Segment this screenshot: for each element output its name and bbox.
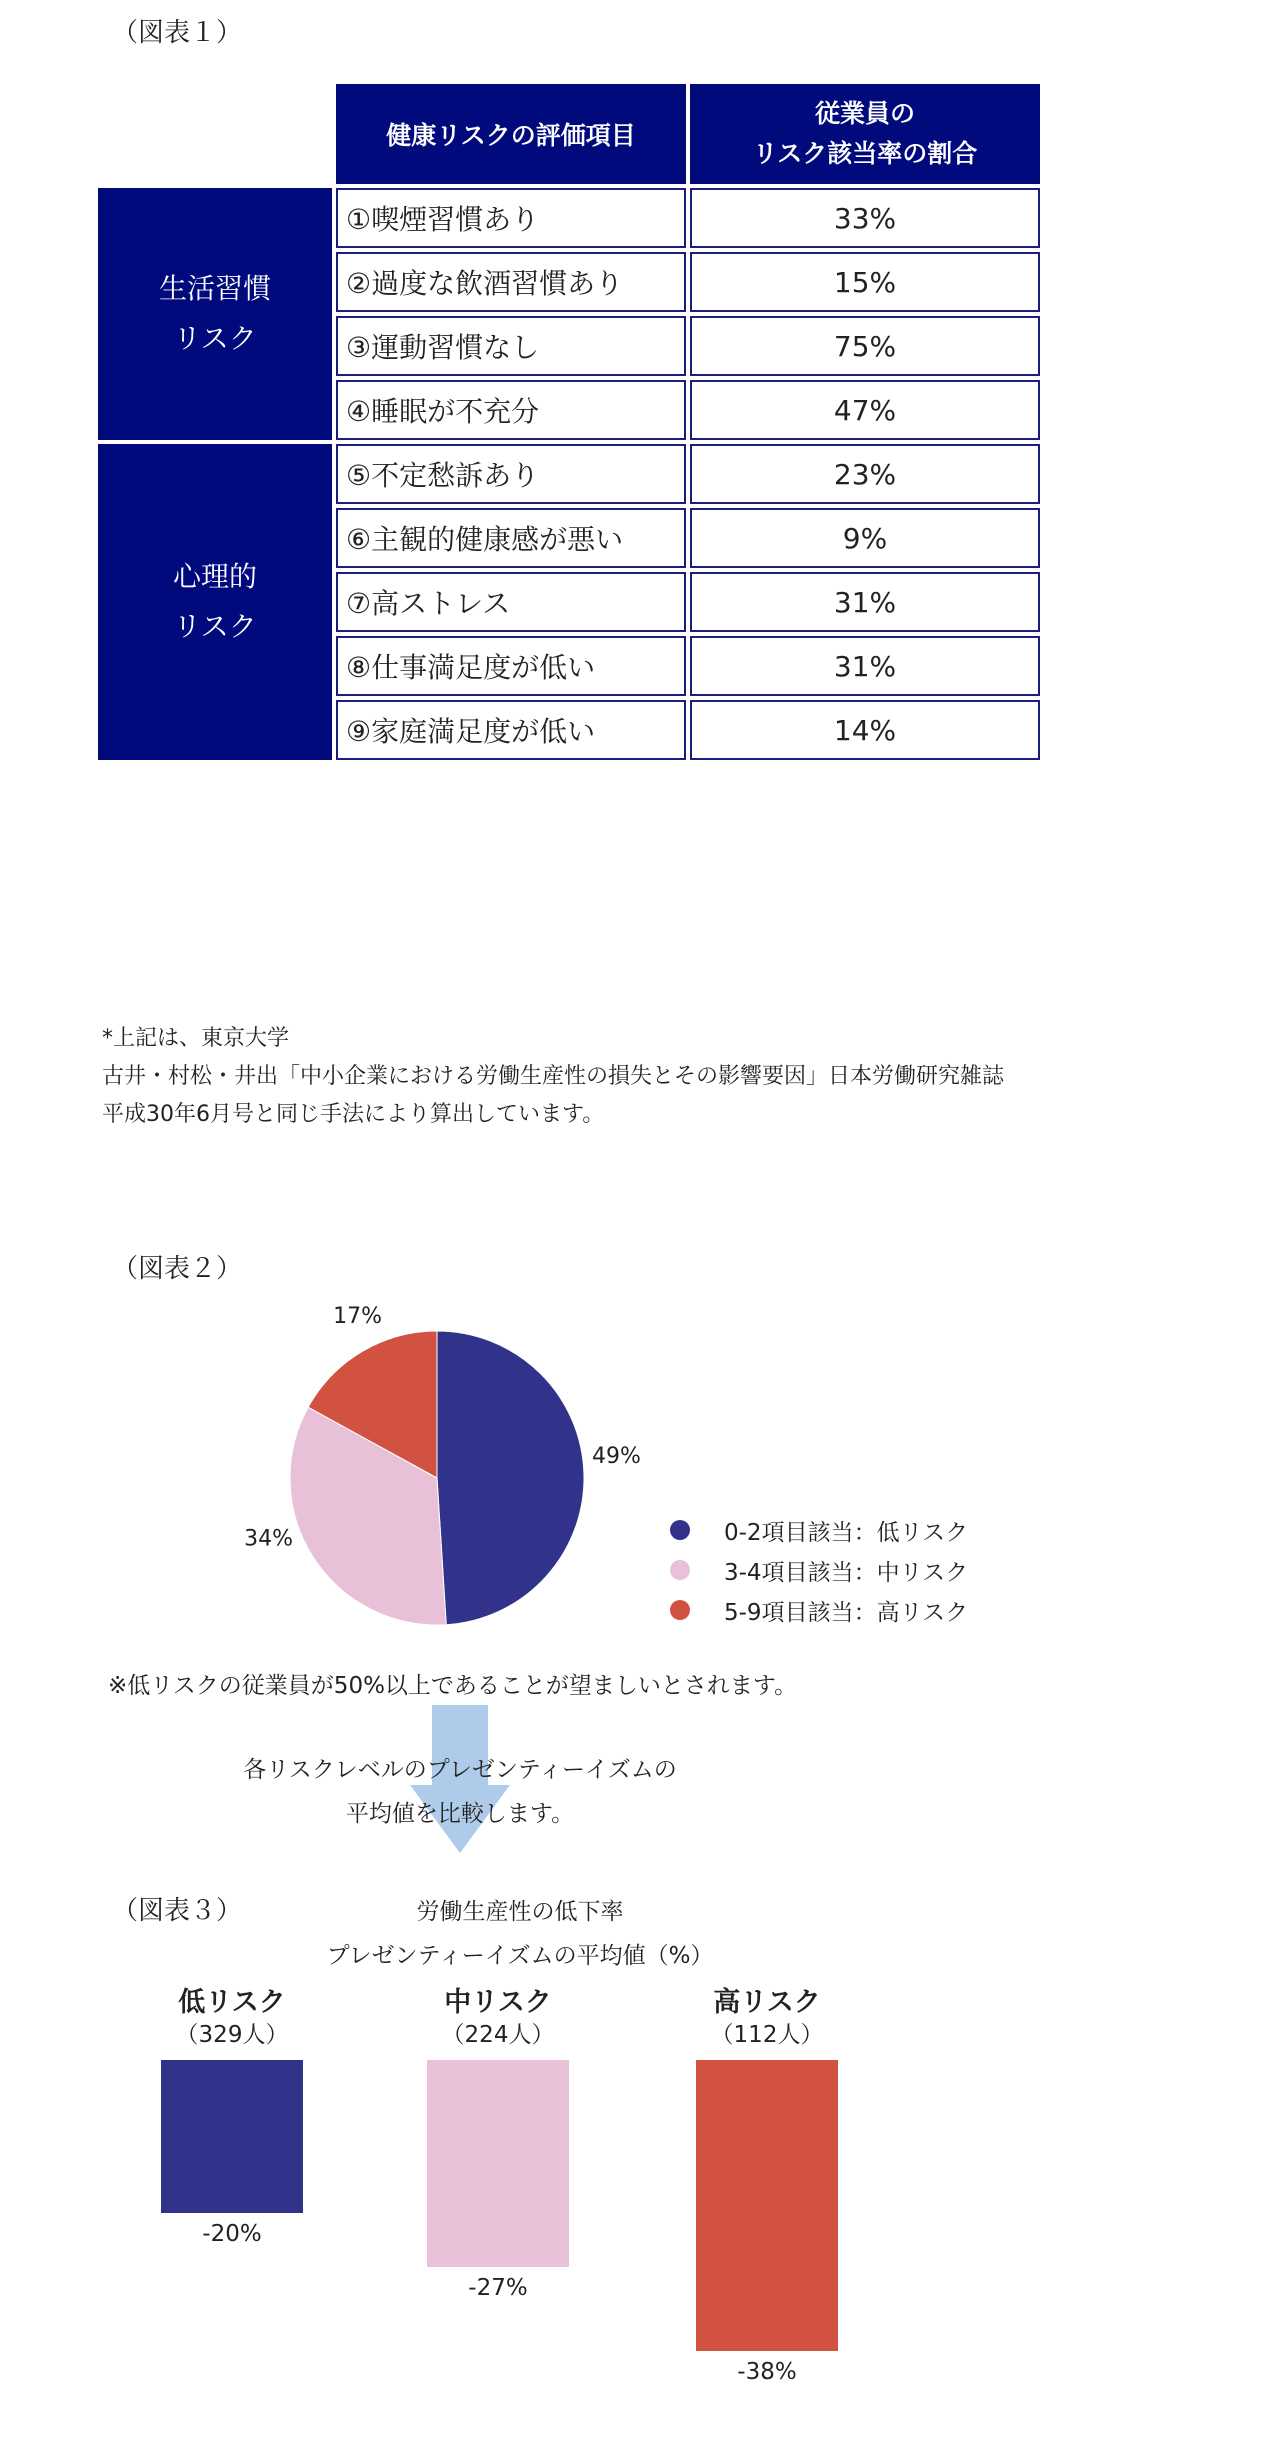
- table-row-pct: 15%: [690, 252, 1040, 312]
- category-lifestyle: [98, 188, 332, 440]
- figure3-title-line: プレゼンティーイズムの平均値（%）: [326, 1943, 714, 1969]
- note-line: 古井・村松・井出「中小企業における労働生産性の損失とその影響要因」日本労働研究雑誌: [102, 1064, 1005, 1089]
- legend-item: [670, 1550, 968, 1590]
- bar: [161, 2060, 303, 2213]
- category-psychological: [98, 444, 332, 760]
- source-note: [102, 1020, 1004, 1134]
- note-line: 平成30年6月号と同じ手法により算出しています。: [102, 1102, 605, 1127]
- table-row-pct: 14%: [690, 700, 1040, 760]
- pie-legend: [670, 1510, 968, 1630]
- table-row-pct: 23%: [690, 444, 1040, 504]
- table-row-pct: 31%: [690, 572, 1040, 632]
- table-row-pct: 31%: [690, 636, 1040, 696]
- bar-value-label: -27%: [468, 2274, 528, 2301]
- arrow-text-line: 各リスクレベルのプレゼンティーイズムの: [243, 1757, 677, 1783]
- header-item: 健康リスクの評価項目: [336, 84, 686, 184]
- bar: [696, 2060, 838, 2351]
- category-line: リスク: [173, 610, 257, 643]
- bar-count-label: （112人）: [710, 2022, 824, 2048]
- figure1-label: （図表１）: [112, 18, 243, 48]
- bar-value-label: -20%: [202, 2221, 262, 2247]
- figure3-title-line: 労働生産性の低下率: [416, 1899, 624, 1925]
- pie-data-label: 17%: [333, 1304, 382, 1329]
- pie-chart: [244, 1290, 650, 1670]
- bar-category-label: 低リスク: [178, 1987, 286, 2018]
- legend-swatch: [670, 1520, 690, 1540]
- table-row-pct: 9%: [690, 508, 1040, 568]
- table-row-item: ②過度な飲酒習慣あり: [336, 252, 686, 312]
- figure3-title: [240, 1890, 800, 1978]
- pie-data-label: 49%: [592, 1444, 641, 1469]
- legend-label: 0-2項目該当：低リスク: [724, 1519, 969, 1546]
- table-row-pct: 75%: [690, 316, 1040, 376]
- bar: [427, 2060, 569, 2267]
- table-row-item: ⑨家庭満足度が低い: [336, 700, 686, 760]
- category-line: 生活習慣: [158, 272, 271, 305]
- category-line: 心理的: [172, 560, 257, 593]
- note-line: *上記は、東京大学: [102, 1026, 290, 1051]
- pie-slice: [437, 1331, 584, 1625]
- table-row-item: ⑥主観的健康感が悪い: [336, 508, 686, 568]
- figure2-note: ※低リスクの従業員が50%以上であることが望ましいとされます。: [108, 1673, 798, 1699]
- legend-label: 3-4項目該当：中リスク: [724, 1559, 969, 1586]
- table-row-item: ④睡眠が不充分: [336, 380, 686, 440]
- category-line: リスク: [173, 322, 257, 355]
- legend-swatch: [670, 1560, 690, 1580]
- bar-count-label: （224人）: [441, 2022, 555, 2048]
- bar-count-label: （329人）: [175, 2022, 289, 2048]
- arrow-text-line: 平均値を比較します。: [345, 1801, 575, 1827]
- legend-swatch: [670, 1600, 690, 1620]
- legend-item: [670, 1590, 968, 1630]
- table-row-pct: 47%: [690, 380, 1040, 440]
- bar-category-label: 中リスク: [444, 1987, 552, 2018]
- figure3-label: （図表３）: [112, 1896, 243, 1926]
- pie-data-label: 34%: [244, 1526, 293, 1552]
- table-row-item: ①喫煙習慣あり: [336, 188, 686, 248]
- table-row-item: ⑤不定愁訴あり: [336, 444, 686, 504]
- arrow-text: [160, 1748, 760, 1836]
- bar-value-label: -38%: [737, 2358, 797, 2385]
- header-pct: [690, 84, 1040, 184]
- legend-label: 5-9項目該当：高リスク: [724, 1599, 969, 1626]
- table-row-item: ③運動習慣なし: [336, 316, 686, 376]
- bar-category-label: 高リスク: [713, 1987, 821, 2018]
- legend-item: [670, 1510, 968, 1550]
- header-pct-line2: リスク該当率の割合: [752, 139, 978, 168]
- table-row-item: ⑦高ストレス: [336, 572, 686, 632]
- figure2-label: （図表２）: [112, 1254, 243, 1284]
- table-row-item: ⑧仕事満足度が低い: [336, 636, 686, 696]
- table-row-pct: 33%: [690, 188, 1040, 248]
- risk-table: [94, 80, 1044, 764]
- header-pct-line1: 従業員の: [814, 99, 915, 128]
